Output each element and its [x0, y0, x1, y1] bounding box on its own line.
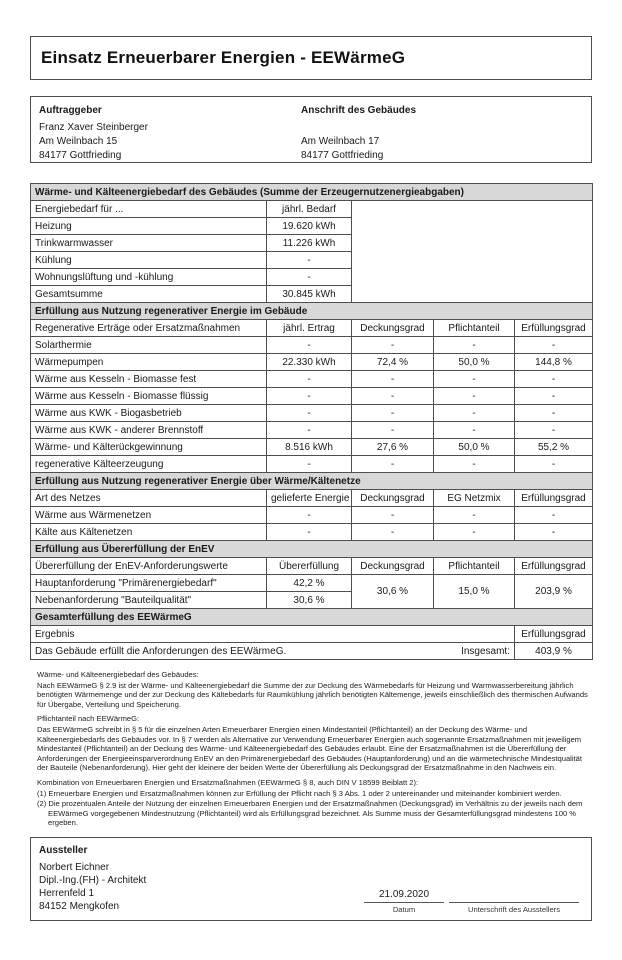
demand-row-value: -: [267, 269, 352, 286]
signature-space: [449, 889, 579, 902]
cell-erfuellung: -: [515, 388, 593, 405]
enev-row-label: Hauptanforderung "Primärenergiebedarf": [31, 575, 267, 592]
enev-row-label: Nebenanforderung "Bauteilqualität": [31, 592, 267, 609]
table-row: [31, 201, 593, 218]
footnote-block: [37, 778, 589, 828]
demand-row-label: Heizung: [31, 218, 267, 235]
table-row: [31, 626, 593, 643]
cell-erfuellung: 55,2 %: [515, 439, 593, 456]
demand-col-value: jährl. Bedarf: [267, 201, 352, 218]
col-header: Pflichtanteil: [434, 320, 515, 337]
issuer-label: Aussteller: [39, 844, 88, 856]
renewable-row-label: Wärme- und Kälterückgewinnung: [31, 439, 267, 456]
col-header: Übererfüllung: [267, 558, 352, 575]
client-label: Auftraggeber: [39, 105, 102, 116]
cell-deckung: -: [352, 405, 434, 422]
section-title-enev: Erfüllung aus Übererfüllung der EnEV: [31, 541, 593, 558]
column-header-row: [31, 558, 593, 575]
col-header: Deckungsgrad: [352, 558, 434, 575]
result-statement-cell: [31, 643, 515, 660]
col-header: Erfüllungsgrad: [515, 490, 593, 507]
footnote-item: (2) Die prozentualen Anteile der Nutzung der einzelnen Erneuerbaren Energien und der Ersatzmaßnahmen (Deckungsgrad) im Verhältnis zu der jeweils nach dem EEWärmeG vorgegebenen Mindestnutzung (Pflichtanteil) wird als Erfüllungsgrad bezeichnet. Als Summe muss der Gesamterfüllungsgrad mindestens 100 % ergeben.: [37, 799, 583, 828]
cell-erfuellung: -: [515, 524, 593, 541]
table-row: [31, 337, 593, 354]
column-header-row: [31, 320, 593, 337]
page-title: Einsatz Erneuerbarer Energien - EEWärmeG: [41, 48, 406, 67]
result-label: Ergebnis: [31, 626, 515, 643]
footnote-heading: Pflichtanteil nach EEWärmeG:: [37, 714, 140, 724]
footnote-block: [37, 670, 589, 709]
table-row: [31, 575, 593, 592]
demand-row-value: 19.620 kWh: [267, 218, 352, 235]
cell-deckung: -: [352, 422, 434, 439]
cell-deckung: -: [352, 524, 434, 541]
client-address: [39, 105, 148, 163]
cell-energie: -: [267, 524, 352, 541]
demand-row-label: Wohnungslüftung und -kühlung: [31, 269, 267, 286]
renewable-row-label: Wärme aus Kesseln - Biomasse flüssig: [31, 388, 267, 405]
result-col-header: Erfüllungsgrad: [515, 626, 593, 643]
table-row: [31, 405, 593, 422]
col-header: Deckungsgrad: [352, 320, 434, 337]
issuer-street: Herrenfeld 1: [39, 887, 95, 899]
cell-ertrag: -: [267, 388, 352, 405]
renewable-row-label: Wärme aus KWK - Biogasbetrieb: [31, 405, 267, 422]
cell-erfuellung: -: [515, 507, 593, 524]
date-value: 21.09.2020: [378, 888, 430, 900]
cell-erfuellung: -: [515, 405, 593, 422]
building-label: Anschrift des Gebäudes: [301, 105, 417, 116]
section-header-row: [31, 609, 593, 626]
table-row: [31, 524, 593, 541]
col-header: EG Netzmix: [434, 490, 515, 507]
demand-row-label: Kühlung: [31, 252, 267, 269]
address-box: [30, 96, 592, 163]
building-street: Am Weilnbach 17: [301, 136, 380, 147]
cell-netzmix: -: [434, 507, 515, 524]
col-header: Übererfüllung der EnEV-Anforderungswerte: [31, 558, 267, 575]
demand-empty-area: [352, 201, 593, 303]
network-row-label: Wärme aus Wärmenetzen: [31, 507, 267, 524]
signature-label: Unterschrift des Ausstellers: [467, 904, 560, 914]
cell-pflicht: -: [434, 371, 515, 388]
footnote-body: Nach EEWärmeG § 2.9 ist der Wärme- und Kälteenergiebedarf die Summe der zur Deckung des Wärmebedarfs für Heizung und Warmwasserbereitung jährlich benötigten Wärmemenge und der zur Deckung des Kältebedarfs für Raumkühlung jährlich benötigten Kältemenge, jeweils einschließlich des thermischen Aufwands für Übergabe, Verteilung und Speicherung.: [37, 680, 588, 709]
demand-col-label: Energiebedarf für ...: [31, 201, 267, 218]
issuer-box: [30, 837, 592, 921]
table-row: [31, 388, 593, 405]
issuer-city: 84152 Mengkofen: [39, 900, 120, 912]
footnote-body: Das EEWärmeG schreibt in § 5 für die einzelnen Arten Erneuerbarer Energien einen Mindestanteil (Pflichtanteil) an der Deckung des Wärme- und Kälteenergiebedarfs des Gebäudes vor. In § 7 werden als Alternative zur Verwendung Erneuerbarer Energien auch sogenannte Ersatzmaßnahmen mit jeweiligem Mindestanteil (Pflichtanteil) an der Deckung des Wärme- und Kälteenergiebedarf des Gebäudes erlaubt. Eine der Ersatzmaßnahmen ist die Übererfüllung der Anforderungen der Energieeinsparverordnung EnEV an den Primärenergiebedarf des Gebäudes (Hauptanforderung) und an die wärmetechnische Mindestqualität der Bauteile (Nebenanforderung). Hier geht der kleinere der beiden Werte der Übererfüllung als Deckungsgrad der Ersatzmaßnahme in den Nachweis ein.: [37, 724, 582, 773]
col-header: Pflichtanteil: [434, 558, 515, 575]
building-address: [301, 105, 416, 163]
client-city: 84177 Gottfrieding: [39, 150, 122, 161]
date-block: [364, 889, 444, 914]
cell-erfuellung: -: [515, 456, 593, 473]
result-statement: Das Gebäude erfüllt die Anforderungen des EEWärmeG.: [35, 645, 287, 657]
cell-deckung: -: [352, 371, 434, 388]
main-table: [30, 183, 593, 660]
col-header: Art des Netzes: [31, 490, 267, 507]
demand-row-label: Trinkwarmwasser: [31, 235, 267, 252]
col-header: gelieferte Energie: [267, 490, 352, 507]
section-header-row: [31, 184, 593, 201]
footnote-heading: Kombination von Erneuerbaren Energien und Ersatzmaßnahmen (EEWärmeG § 8, auch DIN V 18599 Beiblatt 2):: [37, 777, 419, 787]
client-name: Franz Xaver Steinberger: [39, 122, 148, 133]
cell-erfuellung: 144,8 %: [515, 354, 593, 371]
building-city: 84177 Gottfrieding: [301, 150, 384, 161]
demand-total-value: 30.845 kWh: [267, 286, 352, 303]
cell-erfuellung: -: [515, 371, 593, 388]
cell-pflicht-merged: 15,0 %: [434, 575, 515, 609]
footnote-block: [37, 714, 589, 773]
renewable-row-label: Wärme aus Kesseln - Biomasse fest: [31, 371, 267, 388]
cell-pflicht: -: [434, 422, 515, 439]
footnotes: [37, 670, 589, 828]
section-header-row: [31, 473, 593, 490]
cell-pflicht: 50,0 %: [434, 354, 515, 371]
cell-deckung: -: [352, 456, 434, 473]
cell-ertrag: -: [267, 405, 352, 422]
cell-pflicht: 50,0 %: [434, 439, 515, 456]
building-name: [301, 121, 416, 135]
cell-pflicht: -: [434, 456, 515, 473]
signature-block: [449, 889, 579, 914]
renewable-row-label: Wärmepumpen: [31, 354, 267, 371]
table-row: [31, 456, 593, 473]
col-header: Deckungsgrad: [352, 490, 434, 507]
col-header: Regenerative Erträge oder Ersatzmaßnahmen: [31, 320, 267, 337]
footnote-item: (1) Erneuerbare Energien und Ersatzmaßnahmen können zur Erfüllung der Pflicht nach § 3 Abs. 1 oder 2 untereinander und miteinander kombiniert werden.: [37, 788, 562, 798]
cell-ertrag: -: [267, 337, 352, 354]
section-title-demand: Wärme- und Kälteenergiebedarf des Gebäudes (Summe der Erzeugernutzenergieabgaben): [31, 184, 593, 201]
renewable-row-label: Solarthermie: [31, 337, 267, 354]
result-sum-label: Insgesamt:: [461, 645, 510, 657]
renewable-row-label: Wärme aus KWK - anderer Brennstoff: [31, 422, 267, 439]
demand-total-label: Gesamtsumme: [31, 286, 267, 303]
cell-ertrag: 8.516 kWh: [267, 439, 352, 456]
footnote-heading: Wärme- und Kälteenergiebedarf des Gebäudes:: [37, 670, 199, 679]
cell-ueber: 30,6 %: [267, 592, 352, 609]
cell-pflicht: -: [434, 337, 515, 354]
cell-ueber: 42,2 %: [267, 575, 352, 592]
section-title-networks: Erfüllung aus Nutzung regenerativer Energie über Wärme/Kältenetze: [31, 473, 593, 490]
issuer-name: Norbert Eichner: [39, 861, 110, 873]
cell-erfuellung: -: [515, 337, 593, 354]
demand-row-value: 11.226 kWh: [267, 235, 352, 252]
table-row: [31, 354, 593, 371]
cell-deckung: -: [352, 507, 434, 524]
cell-energie: -: [267, 507, 352, 524]
issuer-title: Dipl.-Ing.(FH) - Architekt: [39, 874, 147, 886]
cell-ertrag: -: [267, 422, 352, 439]
section-header-row: [31, 541, 593, 558]
network-row-label: Kälte aus Kältenetzen: [31, 524, 267, 541]
renewable-row-label: regenerative Kälteerzeugung: [31, 456, 267, 473]
col-header: jährl. Ertrag: [267, 320, 352, 337]
section-header-row: [31, 303, 593, 320]
result-sum-value: 403,9 %: [515, 643, 593, 660]
table-row: [31, 371, 593, 388]
demand-row-value: -: [267, 252, 352, 269]
title-box: [30, 36, 592, 80]
table-row: [31, 422, 593, 439]
cell-deckung: 72,4 %: [352, 354, 434, 371]
document-content: [30, 0, 592, 921]
cell-deckung: -: [352, 337, 434, 354]
section-title-total: Gesamterfüllung des EEWärmeG: [31, 609, 593, 626]
cell-deckung-merged: 30,6 %: [352, 575, 434, 609]
section-title-renewable: Erfüllung aus Nutzung regenerativer Energie im Gebäude: [31, 303, 593, 320]
cell-erfuellung: -: [515, 422, 593, 439]
table-row: [31, 507, 593, 524]
cell-ertrag: 22.330 kWh: [267, 354, 352, 371]
table-row: [31, 439, 593, 456]
client-street: Am Weilnbach 15: [39, 136, 118, 147]
column-header-row: [31, 490, 593, 507]
col-header: Erfüllungsgrad: [515, 558, 593, 575]
cell-deckung: 27,6 %: [352, 439, 434, 456]
cell-pflicht: -: [434, 405, 515, 422]
cell-ertrag: -: [267, 456, 352, 473]
date-label: Datum: [392, 904, 416, 914]
cell-netzmix: -: [434, 524, 515, 541]
col-header: Erfüllungsgrad: [515, 320, 593, 337]
table-row: [31, 643, 593, 660]
cell-ertrag: -: [267, 371, 352, 388]
cell-erfuellung-merged: 203,9 %: [515, 575, 593, 609]
cell-pflicht: -: [434, 388, 515, 405]
cell-deckung: -: [352, 388, 434, 405]
